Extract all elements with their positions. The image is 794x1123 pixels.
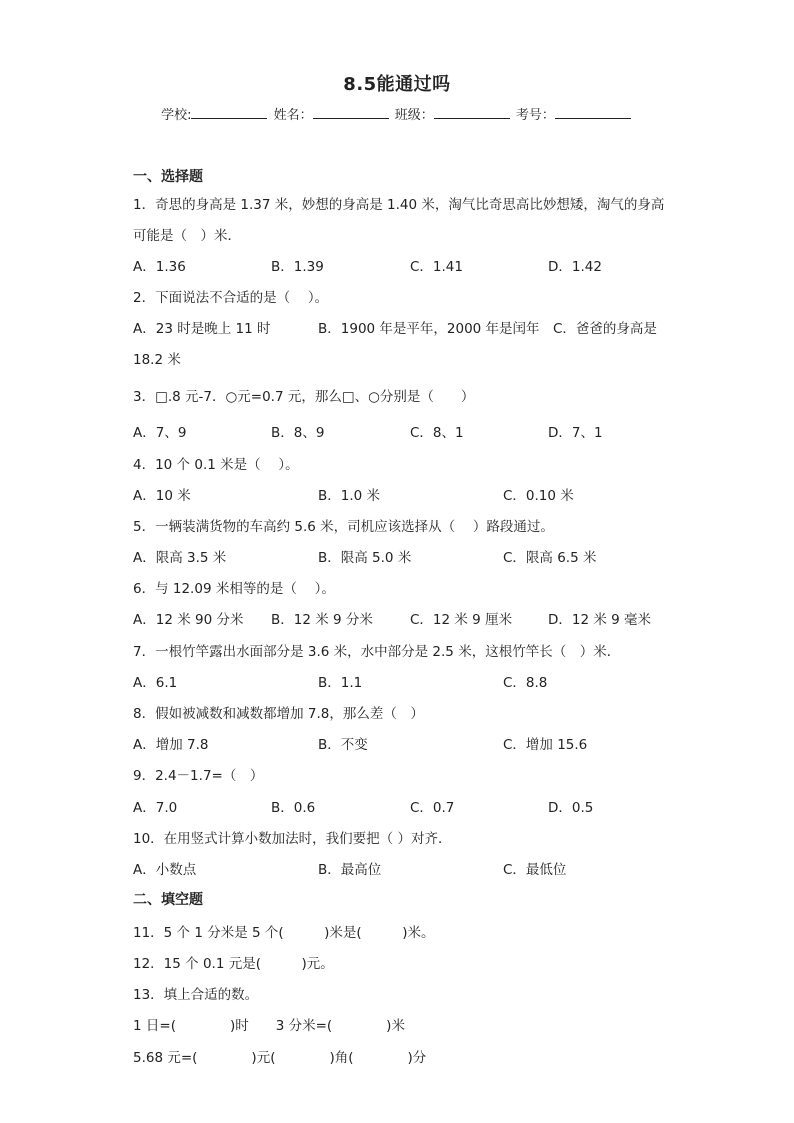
q13-stem: 13．填上合适的数。 bbox=[133, 987, 259, 1003]
q8-option-a: A．增加 7.8 bbox=[133, 737, 209, 753]
name-label: 姓名： bbox=[273, 108, 313, 123]
q1-stem-line2: 可能是（ ）米． bbox=[133, 228, 241, 244]
q3-option-a: A．7、9 bbox=[133, 425, 187, 441]
student-info-line bbox=[0, 104, 794, 123]
q7-option-a: A．6.1 bbox=[133, 675, 178, 691]
q6-option-a: A．12 米 90 分米 bbox=[133, 612, 244, 628]
class-label: 班级： bbox=[394, 108, 434, 123]
q4-option-a: A．10 米 bbox=[133, 488, 191, 504]
q9-option-d: D．0.5 bbox=[548, 800, 594, 816]
q13-row1: 1 日=( )时 3 分米=( )米 bbox=[133, 1018, 405, 1034]
school-blank[interactable] bbox=[191, 106, 267, 119]
q6-option-c: C．12 米 9 厘米 bbox=[410, 612, 513, 628]
q7-stem: 7．一根竹竿露出水面部分是 3.6 米，水中部分是 2.5 米，这根竹竿长（ ）米． bbox=[133, 644, 621, 660]
q9-stem: 9．2.4－1.7=（ ） bbox=[133, 768, 264, 784]
q2-option-c: C．爸爸的身高是 bbox=[553, 321, 657, 337]
q9-option-a: A．7.0 bbox=[133, 800, 178, 816]
q8-option-b: B．不变 bbox=[318, 737, 368, 753]
q1-option-d: D．1.42 bbox=[548, 259, 602, 275]
q6-option-d: D．12 米 9 毫米 bbox=[548, 612, 652, 628]
q2-option-c-cont: 18.2 米 bbox=[133, 352, 181, 368]
q4-stem: 4．10 个 0.1 米是（ ）。 bbox=[133, 457, 299, 473]
q5-option-a: A．限高 3.5 米 bbox=[133, 550, 227, 566]
q4-option-c: C．0.10 米 bbox=[503, 488, 574, 504]
q3-stem: 3．□.8 元-7．○元=0.7 元，那么□、○分别是（ ） bbox=[133, 389, 475, 405]
exam-no-blank[interactable] bbox=[555, 106, 631, 119]
q9-option-c: C．0.7 bbox=[410, 800, 455, 816]
q2-option-b: B．1900 年是平年，2000 年是闰年 bbox=[318, 321, 540, 337]
class-blank[interactable] bbox=[434, 106, 510, 119]
q6-option-b: B．12 米 9 分米 bbox=[271, 612, 373, 628]
q1-stem-line1: 1．奇思的身高是 1.37 米，妙想的身高是 1.40 米，淘气比奇思高比妙想矮，淘气的身高 bbox=[133, 197, 665, 213]
school-label: 学校: bbox=[161, 108, 192, 123]
q1-option-c: C．1.41 bbox=[410, 259, 463, 275]
q10-stem: 10．在用竖式计算小数加法时，我们要把（ ）对齐． bbox=[133, 831, 452, 847]
q4-option-b: B．1.0 米 bbox=[318, 488, 381, 504]
q9-option-b: B．0.6 bbox=[271, 800, 316, 816]
q3-option-d: D．7、1 bbox=[548, 425, 603, 441]
q2-option-a: A．23 时是晚上 11 时 bbox=[133, 321, 271, 337]
q3-option-c: C．8、1 bbox=[410, 425, 464, 441]
q5-stem: 5．一辆装满货物的车高约 5.6 米，司机应该选择从（ ）路段通过。 bbox=[133, 519, 554, 535]
name-blank[interactable] bbox=[313, 106, 389, 119]
exam-no-label: 考号： bbox=[515, 108, 555, 123]
q12-stem: 12．15 个 0.1 元是( )元。 bbox=[133, 956, 334, 972]
q1-option-b: B．1.39 bbox=[271, 259, 324, 275]
q11-stem: 11．5 个 1 分米是 5 个( )米是( )米。 bbox=[133, 925, 435, 941]
q8-option-c: C．增加 15.6 bbox=[503, 737, 588, 753]
q13-row2: 5.68 元=( )元( )角( )分 bbox=[133, 1050, 427, 1066]
q10-option-a: A．小数点 bbox=[133, 862, 197, 878]
q10-option-c: C．最低位 bbox=[503, 862, 567, 878]
section-choice-heading: 一、选择题 bbox=[133, 169, 203, 185]
q10-option-b: B．最高位 bbox=[318, 862, 382, 878]
q2-stem: 2．下面说法不合适的是（ ）。 bbox=[133, 290, 329, 306]
q1-option-a: A．1.36 bbox=[133, 259, 186, 275]
q7-option-b: B．1.1 bbox=[318, 675, 363, 691]
q5-option-c: C．限高 6.5 米 bbox=[503, 550, 597, 566]
q7-option-c: C．8.8 bbox=[503, 675, 548, 691]
section-fill-heading: 二、填空题 bbox=[133, 892, 203, 908]
q5-option-b: B．限高 5.0 米 bbox=[318, 550, 412, 566]
q6-stem: 6．与 12.09 米相等的是（ ）。 bbox=[133, 581, 335, 597]
q8-stem: 8．假如被减数和减数都增加 7.8，那么差（ ） bbox=[133, 706, 424, 722]
page-title: 8.5能通过吗 bbox=[343, 74, 451, 95]
q3-option-b: B．8、9 bbox=[271, 425, 325, 441]
